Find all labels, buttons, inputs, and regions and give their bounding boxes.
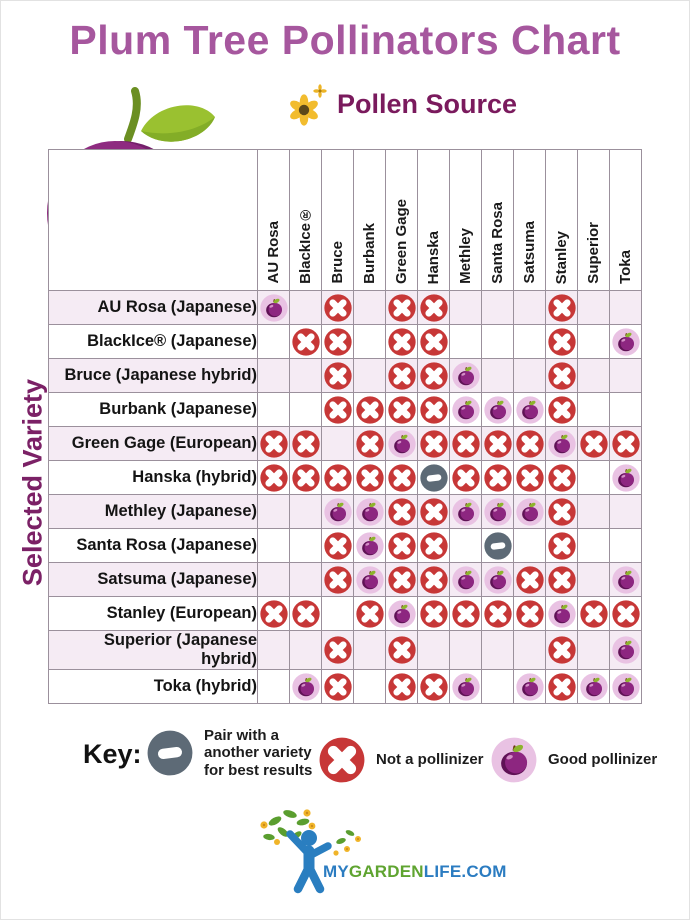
matrix-cell bbox=[322, 359, 354, 393]
plum-icon bbox=[356, 498, 384, 526]
plum-icon bbox=[452, 498, 480, 526]
table-row bbox=[49, 427, 642, 461]
matrix-cell bbox=[514, 393, 546, 427]
plum-icon bbox=[516, 396, 544, 424]
matrix-cell bbox=[578, 325, 610, 359]
matrix-cell bbox=[322, 563, 354, 597]
matrix-cell bbox=[578, 495, 610, 529]
x-icon bbox=[388, 673, 416, 701]
matrix-cell bbox=[546, 529, 578, 563]
matrix-cell bbox=[354, 393, 386, 427]
matrix-cell bbox=[546, 359, 578, 393]
table-row bbox=[49, 393, 642, 427]
matrix-cell bbox=[258, 631, 290, 670]
matrix-cell bbox=[354, 670, 386, 704]
x-icon bbox=[420, 532, 448, 560]
matrix-cell bbox=[578, 563, 610, 597]
plum-icon bbox=[484, 566, 512, 594]
plum-icon bbox=[356, 532, 384, 560]
x-icon bbox=[260, 464, 288, 492]
matrix-cell bbox=[258, 670, 290, 704]
matrix-cell bbox=[482, 325, 514, 359]
plum-icon bbox=[452, 673, 480, 701]
matrix-cell bbox=[546, 461, 578, 495]
x-icon bbox=[319, 737, 365, 783]
matrix-cell bbox=[386, 563, 418, 597]
matrix-cell bbox=[418, 325, 450, 359]
plum-icon bbox=[491, 737, 537, 783]
matrix-cell bbox=[258, 597, 290, 631]
matrix-cell bbox=[354, 495, 386, 529]
x-icon bbox=[548, 396, 576, 424]
x-icon bbox=[388, 362, 416, 390]
matrix-cell bbox=[354, 631, 386, 670]
matrix-cell bbox=[322, 495, 354, 529]
matrix-cell bbox=[290, 563, 322, 597]
matrix-cell bbox=[354, 461, 386, 495]
matrix-cell bbox=[482, 563, 514, 597]
matrix-cell bbox=[482, 291, 514, 325]
matrix-cell bbox=[418, 393, 450, 427]
logo-text-part: GARDEN bbox=[348, 862, 424, 881]
x-icon bbox=[324, 636, 352, 664]
matrix-cell bbox=[482, 359, 514, 393]
logo-figure-icon bbox=[257, 809, 367, 899]
plum-icon bbox=[356, 566, 384, 594]
row-label: Methley (Japanese) bbox=[49, 495, 258, 529]
x-icon bbox=[292, 600, 320, 628]
matrix-cell bbox=[322, 529, 354, 563]
matrix-cell bbox=[482, 631, 514, 670]
matrix-cell bbox=[610, 495, 642, 529]
matrix-cell bbox=[322, 461, 354, 495]
plum-icon bbox=[452, 396, 480, 424]
matrix-cell bbox=[418, 461, 450, 495]
matrix-corner-cell bbox=[49, 150, 258, 291]
table-row bbox=[49, 495, 642, 529]
x-icon bbox=[420, 294, 448, 322]
x-icon bbox=[388, 636, 416, 664]
plum-icon bbox=[516, 673, 544, 701]
x-icon bbox=[516, 430, 544, 458]
matrix-cell bbox=[258, 291, 290, 325]
x-icon bbox=[516, 566, 544, 594]
matrix-cell bbox=[386, 325, 418, 359]
table-row bbox=[49, 359, 642, 393]
plum-icon bbox=[484, 396, 512, 424]
matrix-cell bbox=[482, 495, 514, 529]
matrix-cell bbox=[546, 670, 578, 704]
x-icon bbox=[260, 430, 288, 458]
matrix-cell bbox=[258, 495, 290, 529]
matrix-cell bbox=[610, 325, 642, 359]
x-icon bbox=[356, 430, 384, 458]
matrix-cell bbox=[322, 670, 354, 704]
page-title: Plum Tree Pollinators Chart bbox=[69, 17, 621, 63]
matrix-cell bbox=[546, 393, 578, 427]
x-icon bbox=[388, 566, 416, 594]
matrix-cell bbox=[386, 291, 418, 325]
matrix-cell bbox=[578, 359, 610, 393]
x-icon bbox=[420, 396, 448, 424]
matrix-cell bbox=[258, 393, 290, 427]
plum-icon bbox=[612, 636, 640, 664]
matrix-cell bbox=[578, 393, 610, 427]
x-icon bbox=[388, 294, 416, 322]
x-icon bbox=[484, 430, 512, 458]
matrix-cell bbox=[450, 529, 482, 563]
x-icon bbox=[580, 430, 608, 458]
plum-icon bbox=[612, 464, 640, 492]
plum-icon bbox=[452, 566, 480, 594]
minus-icon bbox=[420, 464, 448, 492]
matrix-cell bbox=[514, 529, 546, 563]
flower-icon bbox=[287, 83, 329, 129]
matrix-cell bbox=[514, 563, 546, 597]
matrix-cell bbox=[418, 631, 450, 670]
matrix-header-row bbox=[49, 150, 642, 291]
plum-icon bbox=[516, 498, 544, 526]
x-icon bbox=[516, 464, 544, 492]
matrix-cell bbox=[450, 461, 482, 495]
plum-icon bbox=[548, 430, 576, 458]
matrix-cell bbox=[418, 597, 450, 631]
matrix-cell bbox=[450, 427, 482, 461]
column-header: Hanska bbox=[418, 150, 450, 291]
row-label: Bruce (Japanese hybrid) bbox=[49, 359, 258, 393]
plum-icon bbox=[388, 600, 416, 628]
matrix-cell bbox=[546, 563, 578, 597]
matrix-cell bbox=[258, 325, 290, 359]
matrix-cell bbox=[258, 461, 290, 495]
matrix-cell bbox=[546, 631, 578, 670]
x-icon bbox=[612, 430, 640, 458]
x-icon bbox=[548, 464, 576, 492]
table-row bbox=[49, 631, 642, 670]
mygardenlife-logo bbox=[257, 809, 507, 909]
plum-icon bbox=[388, 430, 416, 458]
matrix-cell bbox=[354, 427, 386, 461]
matrix-cell bbox=[450, 563, 482, 597]
x-icon bbox=[324, 566, 352, 594]
matrix-cell bbox=[450, 495, 482, 529]
x-icon bbox=[292, 328, 320, 356]
plum-icon bbox=[612, 673, 640, 701]
matrix-cell bbox=[610, 461, 642, 495]
x-icon bbox=[324, 328, 352, 356]
x-icon bbox=[324, 673, 352, 701]
matrix-cell bbox=[514, 461, 546, 495]
matrix-cell bbox=[578, 670, 610, 704]
column-header: Superior bbox=[578, 150, 610, 291]
x-icon bbox=[452, 600, 480, 628]
x-icon bbox=[420, 328, 448, 356]
x-icon bbox=[292, 464, 320, 492]
matrix-cell bbox=[514, 597, 546, 631]
x-icon bbox=[548, 532, 576, 560]
matrix-cell bbox=[290, 495, 322, 529]
x-icon bbox=[548, 566, 576, 594]
x-icon bbox=[324, 294, 352, 322]
matrix-cell bbox=[290, 529, 322, 563]
minus-icon bbox=[147, 730, 193, 776]
pollinator-matrix bbox=[48, 149, 642, 704]
x-icon bbox=[420, 498, 448, 526]
matrix-cell bbox=[418, 670, 450, 704]
matrix-cell bbox=[322, 291, 354, 325]
table-row bbox=[49, 461, 642, 495]
row-label: AU Rosa (Japanese) bbox=[49, 291, 258, 325]
logo-text-part: LIFE.COM bbox=[423, 862, 507, 881]
x-icon bbox=[388, 464, 416, 492]
matrix-cell bbox=[386, 495, 418, 529]
row-label: Green Gage (European) bbox=[49, 427, 258, 461]
matrix-cell bbox=[610, 529, 642, 563]
matrix-cell bbox=[578, 529, 610, 563]
key-label: Key: bbox=[83, 739, 142, 769]
x-icon bbox=[452, 430, 480, 458]
matrix-cell bbox=[290, 393, 322, 427]
matrix-cell bbox=[418, 563, 450, 597]
matrix-cell bbox=[418, 291, 450, 325]
matrix-cell bbox=[386, 359, 418, 393]
matrix-cell bbox=[514, 631, 546, 670]
matrix-cell bbox=[354, 359, 386, 393]
matrix-cell bbox=[578, 427, 610, 461]
x-icon bbox=[356, 464, 384, 492]
matrix-cell bbox=[258, 563, 290, 597]
matrix-cell bbox=[482, 529, 514, 563]
matrix-cell bbox=[578, 631, 610, 670]
matrix-cell bbox=[610, 631, 642, 670]
matrix-cell bbox=[610, 427, 642, 461]
table-row bbox=[49, 291, 642, 325]
matrix-cell bbox=[258, 359, 290, 393]
matrix-cell bbox=[482, 597, 514, 631]
matrix-cell bbox=[482, 427, 514, 461]
matrix-cell bbox=[514, 291, 546, 325]
plum-icon bbox=[324, 498, 352, 526]
x-icon bbox=[388, 532, 416, 560]
matrix-cell bbox=[322, 325, 354, 359]
x-icon bbox=[356, 396, 384, 424]
matrix-cell bbox=[354, 291, 386, 325]
x-icon bbox=[388, 396, 416, 424]
plum-icon bbox=[292, 673, 320, 701]
column-header: BlackIce® bbox=[290, 150, 322, 291]
matrix-cell bbox=[258, 427, 290, 461]
plum-icon bbox=[452, 362, 480, 390]
matrix-cell bbox=[450, 359, 482, 393]
x-icon bbox=[420, 600, 448, 628]
matrix-cell bbox=[610, 359, 642, 393]
x-icon bbox=[260, 600, 288, 628]
matrix-cell bbox=[290, 291, 322, 325]
matrix-cell bbox=[290, 631, 322, 670]
matrix-cell bbox=[290, 670, 322, 704]
matrix-cell bbox=[386, 461, 418, 495]
plum-icon bbox=[548, 600, 576, 628]
matrix-cell bbox=[514, 359, 546, 393]
row-label: BlackIce® (Japanese) bbox=[49, 325, 258, 359]
x-icon bbox=[484, 600, 512, 628]
matrix-cell bbox=[354, 529, 386, 563]
column-header: Burbank bbox=[354, 150, 386, 291]
x-icon bbox=[548, 362, 576, 390]
x-icon bbox=[324, 464, 352, 492]
column-header: Toka bbox=[610, 150, 642, 291]
matrix-cell bbox=[546, 495, 578, 529]
table-row bbox=[49, 597, 642, 631]
matrix-cell bbox=[610, 597, 642, 631]
matrix-cell bbox=[354, 325, 386, 359]
matrix-cell bbox=[514, 427, 546, 461]
matrix-cell bbox=[290, 427, 322, 461]
x-icon bbox=[356, 600, 384, 628]
row-label: Hanska (hybrid) bbox=[49, 461, 258, 495]
row-label: Burbank (Japanese) bbox=[49, 393, 258, 427]
x-icon bbox=[420, 566, 448, 594]
x-icon bbox=[324, 396, 352, 424]
column-header: Green Gage bbox=[386, 150, 418, 291]
matrix-cell bbox=[322, 393, 354, 427]
matrix-cell bbox=[578, 291, 610, 325]
key-item-text: Not a pollinizer bbox=[376, 751, 484, 769]
matrix-cell bbox=[546, 291, 578, 325]
matrix-cell bbox=[610, 291, 642, 325]
pollen-source-label: Pollen Source bbox=[337, 89, 518, 119]
column-header: Stanley bbox=[546, 150, 578, 291]
column-header: AU Rosa bbox=[258, 150, 290, 291]
matrix-cell bbox=[386, 597, 418, 631]
matrix-cell bbox=[450, 670, 482, 704]
x-icon bbox=[548, 673, 576, 701]
matrix-cell bbox=[290, 461, 322, 495]
key-item bbox=[491, 737, 657, 783]
matrix-cell bbox=[386, 529, 418, 563]
column-header: Methley bbox=[450, 150, 482, 291]
table-row bbox=[49, 670, 642, 704]
row-label: Satsuma (Japanese) bbox=[49, 563, 258, 597]
matrix-cell bbox=[386, 631, 418, 670]
matrix-cell bbox=[322, 427, 354, 461]
x-icon bbox=[388, 328, 416, 356]
plum-icon bbox=[484, 498, 512, 526]
matrix-cell bbox=[258, 529, 290, 563]
x-icon bbox=[420, 673, 448, 701]
row-label: Toka (hybrid) bbox=[49, 670, 258, 704]
matrix-cell bbox=[354, 563, 386, 597]
matrix-cell bbox=[418, 427, 450, 461]
matrix-cell bbox=[610, 393, 642, 427]
table-row bbox=[49, 325, 642, 359]
matrix-cell bbox=[386, 427, 418, 461]
matrix-cell bbox=[450, 291, 482, 325]
column-header: Bruce bbox=[322, 150, 354, 291]
key-item-text: Good pollinizer bbox=[548, 751, 658, 769]
matrix-cell bbox=[482, 461, 514, 495]
x-icon bbox=[612, 600, 640, 628]
matrix-cell bbox=[290, 597, 322, 631]
matrix-cell bbox=[610, 563, 642, 597]
key-item-text: Pair with a another variety for best results bbox=[204, 727, 313, 779]
minus-icon bbox=[484, 532, 512, 560]
matrix-cell bbox=[322, 597, 354, 631]
matrix-cell bbox=[450, 325, 482, 359]
x-icon bbox=[292, 430, 320, 458]
x-icon bbox=[420, 362, 448, 390]
table-row bbox=[49, 563, 642, 597]
row-label: Stanley (European) bbox=[49, 597, 258, 631]
matrix-cell bbox=[482, 393, 514, 427]
x-icon bbox=[324, 532, 352, 560]
matrix-cell bbox=[546, 325, 578, 359]
matrix-cell bbox=[514, 670, 546, 704]
matrix-cell bbox=[482, 670, 514, 704]
matrix-cell bbox=[290, 325, 322, 359]
x-icon bbox=[548, 498, 576, 526]
matrix-cell bbox=[418, 495, 450, 529]
matrix-cell bbox=[450, 393, 482, 427]
matrix-cell bbox=[578, 597, 610, 631]
x-icon bbox=[548, 328, 576, 356]
row-label: Santa Rosa (Japanese) bbox=[49, 529, 258, 563]
x-icon bbox=[420, 430, 448, 458]
row-label: Superior (Japanese hybrid) bbox=[49, 631, 258, 670]
matrix-cell bbox=[450, 597, 482, 631]
selected-variety-label: Selected Variety bbox=[17, 378, 48, 587]
x-icon bbox=[548, 294, 576, 322]
x-icon bbox=[580, 600, 608, 628]
matrix-cell bbox=[322, 631, 354, 670]
x-icon bbox=[452, 464, 480, 492]
plum-icon bbox=[580, 673, 608, 701]
x-icon bbox=[388, 498, 416, 526]
logo-text bbox=[323, 862, 507, 882]
plum-icon bbox=[612, 566, 640, 594]
column-header: Santa Rosa bbox=[482, 150, 514, 291]
column-header: Satsuma bbox=[514, 150, 546, 291]
matrix-cell bbox=[354, 597, 386, 631]
matrix-cell bbox=[578, 461, 610, 495]
table-row bbox=[49, 529, 642, 563]
key-item bbox=[147, 727, 324, 779]
matrix-cell bbox=[418, 529, 450, 563]
matrix-cell bbox=[450, 631, 482, 670]
matrix-cell bbox=[386, 393, 418, 427]
logo-text-part: MY bbox=[323, 862, 349, 881]
x-icon bbox=[516, 600, 544, 628]
x-icon bbox=[484, 464, 512, 492]
matrix-cell bbox=[546, 427, 578, 461]
plum-icon bbox=[260, 294, 288, 322]
key-item bbox=[319, 737, 484, 783]
matrix-cell bbox=[546, 597, 578, 631]
x-icon bbox=[324, 362, 352, 390]
x-icon bbox=[548, 636, 576, 664]
matrix-cell bbox=[610, 670, 642, 704]
matrix-cell bbox=[290, 359, 322, 393]
matrix-cell bbox=[418, 359, 450, 393]
plum-icon bbox=[612, 328, 640, 356]
matrix-cell bbox=[514, 325, 546, 359]
matrix-cell bbox=[514, 495, 546, 529]
matrix-cell bbox=[386, 670, 418, 704]
